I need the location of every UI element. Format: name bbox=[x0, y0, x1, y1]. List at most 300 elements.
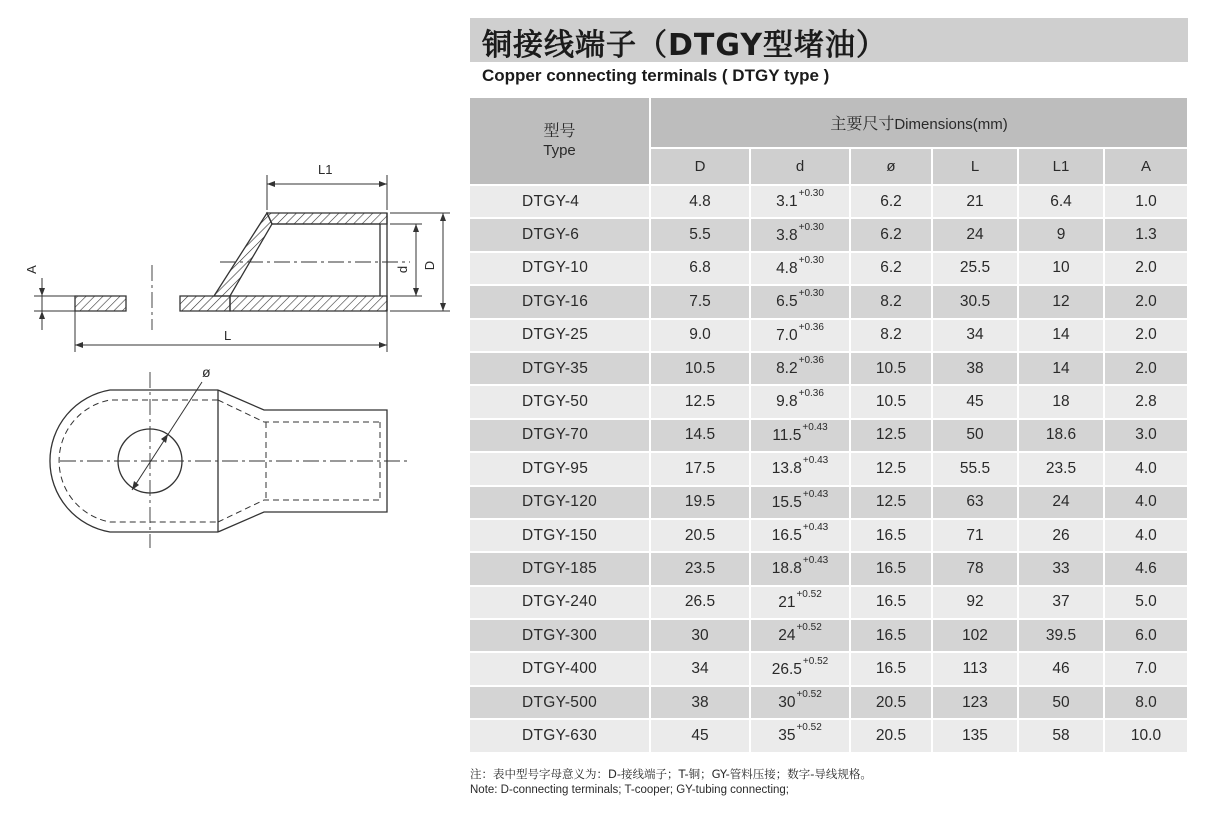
cell-outer-diameter bbox=[650, 719, 750, 752]
table-row bbox=[470, 185, 1188, 218]
cell-value: 63 bbox=[966, 493, 984, 511]
cell-thickness bbox=[1104, 218, 1188, 251]
cell-barrel-length bbox=[1018, 419, 1104, 452]
cell-value: 20.5 bbox=[684, 526, 716, 544]
cell-inner-diameter bbox=[750, 552, 850, 585]
cell-value: 14.5 bbox=[684, 426, 716, 444]
cell-value: 1.0 bbox=[1135, 192, 1157, 210]
cell-thickness bbox=[1104, 285, 1188, 318]
cell-thickness bbox=[1104, 452, 1188, 485]
cell-value: 46 bbox=[1052, 660, 1070, 678]
cell-hole-diameter bbox=[850, 619, 932, 652]
cell-inner-diameter bbox=[750, 185, 850, 218]
cell-value: 20.5 bbox=[875, 726, 907, 744]
cell-value: 7.0 bbox=[1135, 660, 1157, 678]
cell-inner-diameter bbox=[750, 519, 850, 552]
cell-inner-diameter bbox=[750, 586, 850, 619]
cell-value: 9.8 bbox=[776, 393, 798, 411]
cell-hole-diameter bbox=[850, 719, 932, 752]
cell-outer-diameter bbox=[650, 486, 750, 519]
tolerance: +0.52 bbox=[796, 722, 822, 734]
cell-thickness bbox=[1104, 419, 1188, 452]
cell-type bbox=[470, 319, 650, 352]
tolerance: +0.43 bbox=[802, 421, 828, 433]
cell-length bbox=[932, 519, 1018, 552]
cell-outer-diameter bbox=[650, 285, 750, 318]
cell-value: DTGY-4 bbox=[522, 192, 580, 210]
cell-value: 18 bbox=[1052, 393, 1070, 411]
cell-value: 50 bbox=[1052, 693, 1070, 711]
cell-length bbox=[932, 419, 1018, 452]
page-title: 铜接线端子（DTGY型堵油） bbox=[482, 28, 888, 63]
table-row bbox=[470, 552, 1188, 585]
cell-value: 9.0 bbox=[689, 326, 711, 344]
column-header: A bbox=[1104, 148, 1188, 185]
cell-value: DTGY-400 bbox=[522, 660, 598, 678]
cell-outer-diameter bbox=[650, 586, 750, 619]
cell-length bbox=[932, 385, 1018, 418]
cell-hole-diameter bbox=[850, 218, 932, 251]
cell-barrel-length bbox=[1018, 619, 1104, 652]
dimensions-header-en: Dimensions(mm) bbox=[894, 116, 1008, 134]
cell-length bbox=[932, 185, 1018, 218]
note-cn: 注：表中型号字母意义为：D-接线端子；T-铜；GY-管料压接；数字-导线规格。 bbox=[470, 767, 872, 781]
cell-barrel-length bbox=[1018, 218, 1104, 251]
cell-hole-diameter bbox=[850, 586, 932, 619]
tolerance: +0.43 bbox=[802, 522, 829, 534]
technical-drawing bbox=[0, 0, 470, 819]
cell-value: 123 bbox=[962, 693, 988, 711]
cell-outer-diameter bbox=[650, 686, 750, 719]
cell-length bbox=[932, 552, 1018, 585]
cell-type bbox=[470, 352, 650, 385]
label-phi: ø bbox=[202, 364, 211, 380]
cell-outer-diameter bbox=[650, 652, 750, 685]
cell-barrel-length bbox=[1018, 352, 1104, 385]
cell-inner-diameter bbox=[750, 719, 850, 752]
cell-length bbox=[932, 686, 1018, 719]
dimensions-table-wrap bbox=[470, 98, 1188, 754]
column-header: D bbox=[650, 148, 750, 185]
cell-value: 78 bbox=[966, 559, 984, 577]
cell-inner-diameter bbox=[750, 385, 850, 418]
cell-outer-diameter bbox=[650, 619, 750, 652]
cell-inner-diameter bbox=[750, 285, 850, 318]
cell-type bbox=[470, 686, 650, 719]
table-row bbox=[470, 218, 1188, 251]
cell-value: 71 bbox=[966, 526, 984, 544]
cell-outer-diameter bbox=[650, 252, 750, 285]
cell-outer-diameter bbox=[650, 419, 750, 452]
cell-type bbox=[470, 586, 650, 619]
cell-value: DTGY-25 bbox=[522, 326, 589, 344]
cell-length bbox=[932, 352, 1018, 385]
cell-value: DTGY-150 bbox=[522, 526, 598, 544]
cell-value: 24 bbox=[778, 627, 796, 645]
cell-length bbox=[932, 285, 1018, 318]
label-d-small: d bbox=[395, 265, 411, 274]
cell-value: 45 bbox=[691, 726, 709, 744]
title-bar bbox=[470, 18, 1188, 62]
column-header: L bbox=[932, 148, 1018, 185]
cell-value: DTGY-300 bbox=[522, 626, 598, 644]
type-header-en: Type bbox=[543, 142, 576, 159]
cell-value: 7.0 bbox=[776, 326, 798, 344]
cell-value: 8.2 bbox=[776, 360, 798, 378]
label-d-big: D bbox=[422, 260, 438, 271]
cell-value: 12.5 bbox=[875, 459, 907, 477]
cell-hole-diameter bbox=[850, 552, 932, 585]
cell-value: 1.3 bbox=[1135, 226, 1157, 244]
notes bbox=[470, 766, 1190, 798]
cell-thickness bbox=[1104, 586, 1188, 619]
cell-value: 35 bbox=[778, 727, 796, 745]
cell-hole-diameter bbox=[850, 252, 932, 285]
cell-outer-diameter bbox=[650, 319, 750, 352]
cell-value: 33 bbox=[1052, 559, 1070, 577]
cell-thickness bbox=[1104, 619, 1188, 652]
cell-value: 102 bbox=[962, 626, 988, 644]
cell-value: 4.8 bbox=[689, 192, 711, 210]
tolerance: +0.52 bbox=[796, 688, 822, 700]
cell-barrel-length bbox=[1018, 185, 1104, 218]
tolerance: +0.30 bbox=[798, 221, 824, 233]
cell-value: 92 bbox=[966, 593, 984, 611]
cell-value: 5.5 bbox=[689, 226, 711, 244]
cell-value: 6.4 bbox=[1050, 192, 1072, 210]
cell-value: 34 bbox=[691, 660, 709, 678]
cell-value: 30 bbox=[691, 626, 709, 644]
cell-thickness bbox=[1104, 719, 1188, 752]
cell-value: 38 bbox=[691, 693, 709, 711]
cell-inner-diameter bbox=[750, 452, 850, 485]
top-view bbox=[50, 372, 410, 548]
cell-type bbox=[470, 252, 650, 285]
tolerance: +0.36 bbox=[798, 388, 824, 400]
table-row bbox=[470, 486, 1188, 519]
table-row bbox=[470, 686, 1188, 719]
cell-value: 6.2 bbox=[880, 226, 902, 244]
cell-value: DTGY-6 bbox=[522, 226, 580, 244]
tolerance: +0.52 bbox=[796, 622, 822, 634]
cell-length bbox=[932, 586, 1018, 619]
type-header bbox=[470, 98, 650, 185]
cell-value: 39.5 bbox=[1045, 626, 1077, 644]
cell-value: 4.0 bbox=[1135, 459, 1157, 477]
cell-hole-diameter bbox=[850, 285, 932, 318]
cell-value: 4.0 bbox=[1135, 493, 1157, 511]
cell-length bbox=[932, 218, 1018, 251]
cell-barrel-length bbox=[1018, 652, 1104, 685]
cell-value: 6.5 bbox=[776, 293, 798, 311]
cell-thickness bbox=[1104, 486, 1188, 519]
cell-inner-diameter bbox=[750, 218, 850, 251]
cell-thickness bbox=[1104, 519, 1188, 552]
cell-thickness bbox=[1104, 652, 1188, 685]
table-row bbox=[470, 619, 1188, 652]
cell-value: 7.5 bbox=[689, 292, 711, 310]
tolerance: +0.30 bbox=[798, 188, 824, 200]
cell-hole-diameter bbox=[850, 652, 932, 685]
cell-value: 16.5 bbox=[771, 527, 802, 545]
cell-hole-diameter bbox=[850, 686, 932, 719]
cell-type bbox=[470, 218, 650, 251]
cell-value: 19.5 bbox=[684, 493, 716, 511]
cell-length bbox=[932, 652, 1018, 685]
table-row bbox=[470, 285, 1188, 318]
tolerance: +0.52 bbox=[802, 655, 829, 667]
table-row bbox=[470, 352, 1188, 385]
cell-type bbox=[470, 552, 650, 585]
cell-value: 26.5 bbox=[771, 660, 802, 678]
column-header: ø bbox=[850, 148, 932, 185]
cell-value: 10.5 bbox=[875, 393, 907, 411]
cell-type bbox=[470, 619, 650, 652]
cell-type bbox=[470, 452, 650, 485]
cell-value: 55.5 bbox=[959, 459, 991, 477]
cell-value: DTGY-185 bbox=[522, 559, 598, 577]
page-subtitle: Copper connecting terminals ( DTGY type ) bbox=[482, 66, 830, 85]
cell-hole-diameter bbox=[850, 486, 932, 519]
cell-outer-diameter bbox=[650, 519, 750, 552]
cell-outer-diameter bbox=[650, 385, 750, 418]
cell-type bbox=[470, 719, 650, 752]
cell-value: 25.5 bbox=[959, 259, 991, 277]
cell-barrel-length bbox=[1018, 385, 1104, 418]
cell-value: DTGY-50 bbox=[522, 393, 589, 411]
cell-value: 11.5 bbox=[772, 427, 802, 444]
table-row bbox=[470, 652, 1188, 685]
type-header-cn: 型号 bbox=[543, 121, 576, 140]
cell-barrel-length bbox=[1018, 686, 1104, 719]
cell-thickness bbox=[1104, 352, 1188, 385]
cell-barrel-length bbox=[1018, 252, 1104, 285]
cell-length bbox=[932, 719, 1018, 752]
cell-barrel-length bbox=[1018, 719, 1104, 752]
tolerance: +0.36 bbox=[798, 321, 824, 333]
cell-outer-diameter bbox=[650, 185, 750, 218]
cell-barrel-length bbox=[1018, 452, 1104, 485]
cell-value: 26.5 bbox=[684, 593, 716, 611]
cell-value: 3.8 bbox=[776, 226, 798, 244]
cell-value: 21 bbox=[778, 593, 796, 611]
cell-thickness bbox=[1104, 319, 1188, 352]
cell-value: 12.5 bbox=[684, 393, 716, 411]
cell-inner-diameter bbox=[750, 252, 850, 285]
cell-outer-diameter bbox=[650, 218, 750, 251]
cell-thickness bbox=[1104, 252, 1188, 285]
table-row bbox=[470, 452, 1188, 485]
cell-value: 45 bbox=[966, 393, 984, 411]
cell-value: 2.0 bbox=[1135, 292, 1157, 310]
cell-barrel-length bbox=[1018, 285, 1104, 318]
cell-type bbox=[470, 486, 650, 519]
cell-value: 2.8 bbox=[1135, 393, 1157, 411]
cell-value: 5.0 bbox=[1135, 593, 1157, 611]
cell-inner-diameter bbox=[750, 319, 850, 352]
label-a: A bbox=[23, 265, 39, 274]
cell-value: 6.2 bbox=[880, 259, 902, 277]
table-row bbox=[470, 252, 1188, 285]
dimensions-table bbox=[470, 98, 1189, 754]
cell-value: 12.5 bbox=[875, 426, 907, 444]
table-body bbox=[470, 185, 1188, 753]
cell-value: 8.2 bbox=[880, 326, 902, 344]
cell-value: 6.0 bbox=[1135, 626, 1157, 644]
tolerance: +0.52 bbox=[796, 588, 822, 600]
cell-value: 135 bbox=[962, 726, 988, 744]
cell-value: DTGY-120 bbox=[522, 493, 598, 511]
cell-length bbox=[932, 619, 1018, 652]
cell-barrel-length bbox=[1018, 519, 1104, 552]
cell-value: 2.0 bbox=[1135, 259, 1157, 277]
cell-value: 30 bbox=[778, 694, 796, 712]
cell-value: 16.5 bbox=[875, 660, 907, 678]
cell-value: 26 bbox=[1052, 526, 1070, 544]
column-header: d bbox=[750, 148, 850, 185]
cell-inner-diameter bbox=[750, 686, 850, 719]
cell-hole-diameter bbox=[850, 185, 932, 218]
cell-hole-diameter bbox=[850, 352, 932, 385]
cell-length bbox=[932, 252, 1018, 285]
cell-value: 34 bbox=[966, 326, 984, 344]
cell-barrel-length bbox=[1018, 586, 1104, 619]
cell-value: 37 bbox=[1052, 593, 1070, 611]
cell-value: 10 bbox=[1052, 259, 1070, 277]
cell-length bbox=[932, 452, 1018, 485]
table-row bbox=[470, 519, 1188, 552]
cell-value: 15.5 bbox=[771, 493, 802, 511]
cell-hole-diameter bbox=[850, 519, 932, 552]
cell-value: 23.5 bbox=[1045, 459, 1077, 477]
cell-value: 18.8 bbox=[771, 560, 802, 578]
cell-value: DTGY-35 bbox=[522, 359, 589, 377]
cell-thickness bbox=[1104, 385, 1188, 418]
cell-hole-diameter bbox=[850, 319, 932, 352]
cell-inner-diameter bbox=[750, 486, 850, 519]
cell-barrel-length bbox=[1018, 486, 1104, 519]
cell-type bbox=[470, 185, 650, 218]
cell-value: DTGY-70 bbox=[522, 426, 589, 444]
cell-type bbox=[470, 652, 650, 685]
cell-outer-diameter bbox=[650, 352, 750, 385]
cell-value: 30.5 bbox=[959, 292, 991, 310]
cell-value: 58 bbox=[1052, 726, 1070, 744]
cell-value: 16.5 bbox=[875, 559, 907, 577]
cell-value: 8.0 bbox=[1135, 693, 1157, 711]
cell-value: 20.5 bbox=[875, 693, 907, 711]
cell-value: 9 bbox=[1056, 226, 1066, 244]
cell-value: DTGY-240 bbox=[522, 593, 598, 611]
cell-type bbox=[470, 519, 650, 552]
table-row bbox=[470, 719, 1188, 752]
cell-hole-diameter bbox=[850, 385, 932, 418]
cell-inner-diameter bbox=[750, 619, 850, 652]
cell-value: 2.0 bbox=[1135, 326, 1157, 344]
table-row bbox=[470, 385, 1188, 418]
tolerance: +0.30 bbox=[798, 288, 824, 300]
cell-outer-diameter bbox=[650, 552, 750, 585]
cell-value: 12 bbox=[1052, 292, 1070, 310]
cell-thickness bbox=[1104, 185, 1188, 218]
cell-value: DTGY-16 bbox=[522, 292, 589, 310]
cell-value: 3.1 bbox=[776, 193, 798, 211]
cell-value: 50 bbox=[966, 426, 984, 444]
cell-type bbox=[470, 419, 650, 452]
cell-value: 14 bbox=[1052, 359, 1070, 377]
cell-value: 3.0 bbox=[1135, 426, 1157, 444]
cell-value: 2.0 bbox=[1135, 359, 1157, 377]
tolerance: +0.43 bbox=[802, 555, 829, 567]
label-l: L bbox=[224, 328, 232, 343]
label-l1: L1 bbox=[318, 162, 333, 177]
cell-inner-diameter bbox=[750, 419, 850, 452]
cell-value: 4.0 bbox=[1135, 526, 1157, 544]
cell-thickness bbox=[1104, 552, 1188, 585]
cell-value: 10.5 bbox=[875, 359, 907, 377]
cell-type bbox=[470, 285, 650, 318]
cell-value: 4.8 bbox=[776, 260, 798, 278]
cell-value: 23.5 bbox=[684, 559, 716, 577]
cell-value: DTGY-500 bbox=[522, 693, 598, 711]
cell-value: 10.0 bbox=[1130, 726, 1162, 744]
cell-value: DTGY-10 bbox=[522, 259, 589, 277]
cell-value: 17.5 bbox=[684, 459, 716, 477]
cell-value: 24 bbox=[966, 226, 984, 244]
note-en: Note: D-connecting terminals; T-cooper; GY-tubing connecting; bbox=[470, 784, 789, 796]
terminal-drawing-svg bbox=[0, 0, 470, 819]
dimensions-header-cn: 主要尺寸 bbox=[830, 114, 895, 134]
tolerance: +0.30 bbox=[798, 254, 824, 266]
cell-value: 6.2 bbox=[880, 192, 902, 210]
dimensions-header bbox=[650, 98, 1188, 148]
cell-outer-diameter bbox=[650, 452, 750, 485]
cell-thickness bbox=[1104, 686, 1188, 719]
cell-hole-diameter bbox=[850, 452, 932, 485]
cell-value: 24 bbox=[1052, 493, 1070, 511]
table-row bbox=[470, 419, 1188, 452]
cell-value: 16.5 bbox=[875, 593, 907, 611]
tolerance: +0.43 bbox=[802, 488, 829, 500]
column-header: L1 bbox=[1018, 148, 1104, 185]
cell-value: 14 bbox=[1052, 326, 1070, 344]
tolerance: +0.43 bbox=[802, 455, 829, 467]
cell-inner-diameter bbox=[750, 352, 850, 385]
cell-length bbox=[932, 319, 1018, 352]
cell-value: 4.6 bbox=[1135, 559, 1157, 577]
cell-value: 12.5 bbox=[875, 493, 907, 511]
cell-length bbox=[932, 486, 1018, 519]
tolerance: +0.36 bbox=[798, 355, 824, 367]
cell-type bbox=[470, 385, 650, 418]
cell-value: DTGY-630 bbox=[522, 726, 598, 744]
cell-value: 8.2 bbox=[880, 292, 902, 310]
cell-value: 21 bbox=[966, 192, 984, 210]
cell-barrel-length bbox=[1018, 319, 1104, 352]
cell-value: 13.8 bbox=[771, 460, 802, 478]
table-row bbox=[470, 319, 1188, 352]
cell-value: 18.6 bbox=[1045, 426, 1077, 444]
cell-value: 38 bbox=[966, 359, 984, 377]
cell-value: DTGY-95 bbox=[522, 459, 589, 477]
cell-inner-diameter bbox=[750, 652, 850, 685]
cell-value: 10.5 bbox=[684, 359, 716, 377]
cell-value: 16.5 bbox=[875, 526, 907, 544]
cell-barrel-length bbox=[1018, 552, 1104, 585]
cell-value: 113 bbox=[962, 660, 988, 678]
cell-hole-diameter bbox=[850, 419, 932, 452]
cell-value: 16.5 bbox=[875, 626, 907, 644]
